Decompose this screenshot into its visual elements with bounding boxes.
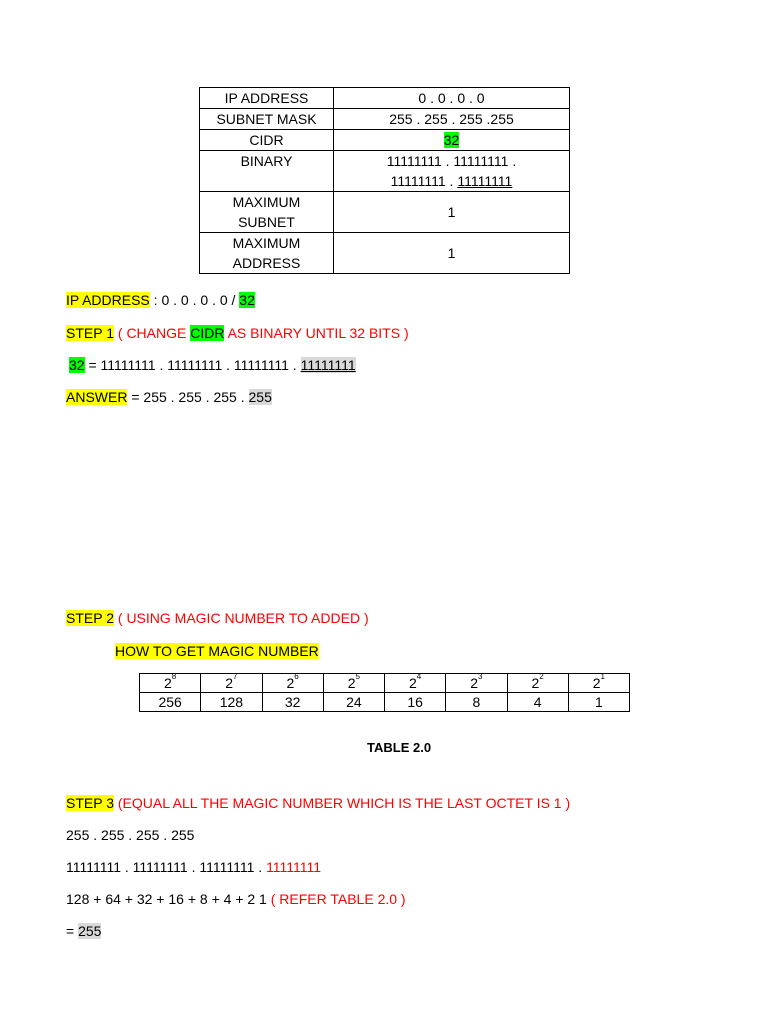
table-cell [200, 233, 334, 274]
decimal-mask-line: 255 . 255 . 255 . 255 [66, 827, 195, 843]
result-line [66, 923, 101, 939]
step-1-line [66, 325, 409, 341]
binary-line [69, 357, 356, 373]
table-row [200, 192, 570, 233]
sum-line [66, 891, 406, 907]
table-cell: BINARY [200, 151, 334, 192]
power-base: 2 [286, 675, 295, 691]
value-cell: 8 [446, 693, 507, 712]
power-base: 2 [409, 675, 417, 691]
sum-text: 128 + 64 + 32 + 16 + 8 + 4 + 2 1 [66, 891, 271, 907]
power-cell [385, 674, 446, 693]
ip-address-line [66, 292, 255, 308]
power-base: 2 [225, 675, 234, 691]
table-row [200, 88, 570, 109]
table-cell [200, 192, 334, 233]
step-3-text: (EQUAL ALL THE MAGIC NUMBER WHICH IS THE LAST OCTET IS 1 ) [114, 795, 571, 811]
how-to-line [115, 643, 319, 659]
value-cell: 128 [201, 693, 262, 712]
sum-note: ( REFER TABLE 2.0 ) [270, 891, 406, 907]
table-row [200, 130, 570, 151]
table-row [200, 233, 570, 274]
binary-last-octet: 11111111 [300, 357, 356, 373]
power-base: 2 [531, 675, 540, 691]
step-1-label: STEP 1 [66, 325, 114, 341]
step-2-line [66, 610, 369, 626]
step-1-text: ( CHANGE [114, 325, 191, 341]
power-cell [446, 674, 507, 693]
table-caption: TABLE 2.0 [367, 740, 432, 755]
result-value: 255 [78, 923, 102, 939]
step-3-label: STEP 3 [66, 795, 114, 811]
power-exponent: 8 [171, 672, 177, 681]
power-exponent: 6 [294, 672, 299, 681]
power-exponent: 5 [355, 672, 360, 681]
table-cell: CIDR [200, 130, 334, 151]
binary-text: 11111111 . 11111111 . 11111111 . [66, 859, 267, 875]
power-exponent: 2 [539, 672, 544, 681]
step-1-text: AS BINARY UNTIL 32 BITS ) [224, 325, 409, 341]
binary-last-octet: 11111111 [457, 173, 513, 189]
ip-address-text: : 0 . 0 . 0 . 0 / [149, 292, 240, 308]
label-line: MAXIMUM [232, 235, 301, 251]
cidr-highlight: 32 [443, 132, 460, 148]
table-row [200, 151, 570, 192]
table-row [140, 693, 630, 712]
answer-last-octet: 255 [248, 389, 272, 405]
step-2-text: ( USING MAGIC NUMBER TO ADDED ) [114, 610, 369, 626]
table-cell: 0 . 0 . 0 . 0 [334, 88, 570, 109]
table-cell: 1 [334, 233, 570, 274]
step-2-label: STEP 2 [66, 610, 114, 626]
power-cell [262, 674, 323, 693]
power-base: 2 [592, 675, 601, 691]
value-cell: 16 [385, 693, 446, 712]
cidr-highlight: 32 [69, 357, 85, 373]
power-exponent: 1 [600, 672, 605, 681]
binary-last-octet: 11111111 [266, 859, 322, 875]
table-cell: IP ADDRESS [200, 88, 334, 109]
binary-line-1: 11111111 . 11111111 . [386, 153, 517, 169]
ip-address-label: IP ADDRESS [66, 292, 150, 308]
power-base: 2 [470, 675, 479, 691]
table-cell: 255 . 255 . 255 .255 [334, 109, 570, 130]
power-exponent: 3 [478, 672, 483, 681]
value-cell: 1 [568, 693, 629, 712]
table-cell [334, 151, 570, 192]
power-base: 2 [164, 675, 172, 691]
power-base: 2 [347, 675, 356, 691]
summary-table [199, 87, 570, 274]
label-line: ADDRESS [232, 255, 301, 271]
binary-line-2 [338, 171, 565, 191]
cidr-highlight: 32 [239, 292, 255, 308]
binary-text: = 11111111 . 11111111 . 11111111 . [84, 357, 301, 373]
label-line: MAXIMUM [232, 194, 301, 210]
answer-label: ANSWER [66, 389, 128, 405]
value-cell: 24 [323, 693, 384, 712]
cidr-highlight: CIDR [190, 325, 225, 341]
power-cell [323, 674, 384, 693]
value-cell: 4 [507, 693, 568, 712]
magic-number-table [139, 673, 630, 712]
binary-mask-line [66, 859, 321, 875]
power-exponent: 4 [416, 672, 422, 681]
table-cell [334, 130, 570, 151]
power-cell [507, 674, 568, 693]
power-cell [568, 674, 629, 693]
label-line: SUBNET [238, 214, 295, 230]
answer-text: = 255 . 255 . 255 . [127, 389, 249, 405]
value-cell: 32 [262, 693, 323, 712]
table-cell: 1 [334, 192, 570, 233]
power-cell [201, 674, 262, 693]
table-row [140, 674, 630, 693]
power-cell [140, 674, 201, 693]
table-cell: SUBNET MASK [200, 109, 334, 130]
result-eq: = [66, 923, 79, 939]
value-cell: 256 [140, 693, 201, 712]
answer-line [66, 389, 272, 405]
step-3-line [66, 795, 570, 811]
power-exponent: 7 [233, 672, 238, 681]
table-row [200, 109, 570, 130]
binary-part: 11111111 . [390, 173, 458, 189]
how-to-label: HOW TO GET MAGIC NUMBER [115, 643, 319, 659]
